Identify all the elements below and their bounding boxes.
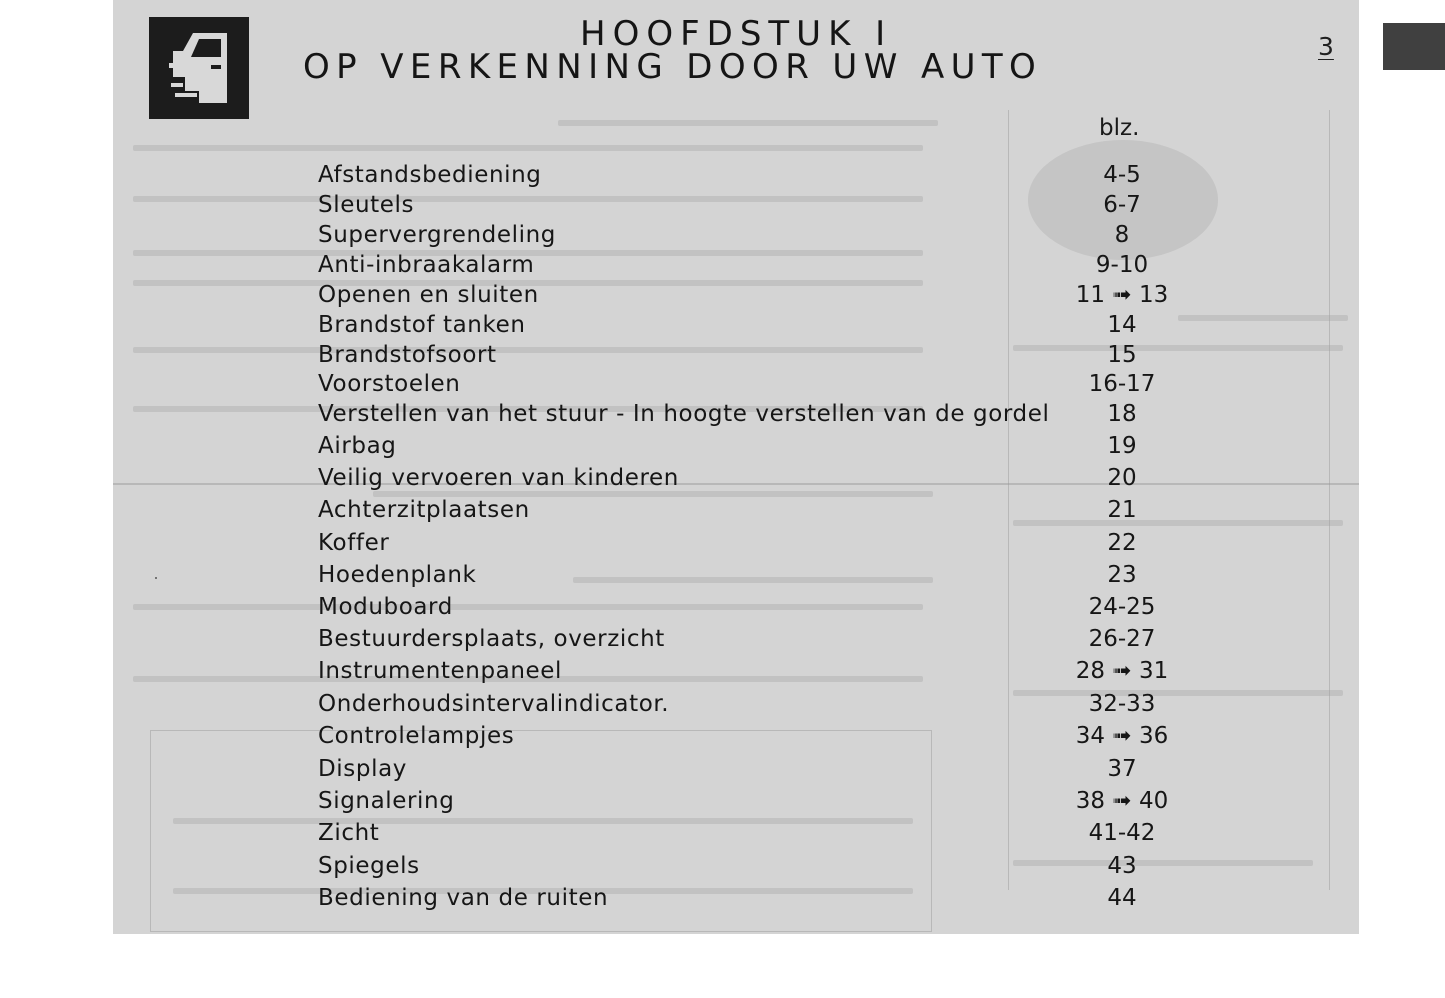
toc-entry — [0, 160, 1445, 190]
toc-entry-pages: 21 — [1107, 497, 1137, 523]
toc-entry-pages: 24-25 — [1088, 594, 1156, 620]
toc-entry-title: Afstandsbediening — [318, 162, 542, 188]
toc-entry-pages: 22 — [1107, 530, 1137, 556]
toc-entry-title: Spiegels — [318, 853, 420, 879]
toc-entry — [0, 624, 1445, 654]
toc-entry — [0, 280, 1445, 310]
toc-entry — [0, 818, 1445, 848]
toc-entry-title: Onderhoudsintervalindicator. — [318, 691, 670, 717]
toc-entry — [0, 883, 1445, 913]
toc-entry-pages: 4-5 — [1103, 162, 1141, 188]
toc-entry — [0, 250, 1445, 280]
toc-entry — [0, 369, 1445, 399]
section-tab-marker — [1383, 23, 1445, 70]
toc-entry — [0, 656, 1445, 686]
toc-entry-title: Display — [318, 756, 407, 782]
toc-entry-pages: 14 — [1107, 312, 1137, 338]
toc-entry-title: Achterzitplaatsen — [318, 497, 530, 523]
toc-entry-title: Supervergrendeling — [318, 222, 556, 248]
toc-entry-title: Zicht — [318, 820, 380, 846]
toc-entry — [0, 721, 1445, 751]
toc-entry-title: Openen en sluiten — [318, 282, 539, 308]
toc-entry-pages: 15 — [1107, 342, 1137, 368]
toc-entry — [0, 851, 1445, 881]
toc-entry-pages: 20 — [1107, 465, 1137, 491]
page-number: 3 — [1318, 32, 1334, 61]
toc-entry-title: Moduboard — [318, 594, 453, 620]
toc-entry-title: Controlelampjes — [318, 723, 515, 749]
toc-entry — [0, 399, 1445, 429]
toc-entry-pages: 41-42 — [1088, 820, 1156, 846]
toc-entry-pages: 9-10 — [1095, 252, 1149, 278]
toc-entry — [0, 560, 1445, 590]
toc-entry-pages: 32-33 — [1088, 691, 1156, 717]
toc-entry-title: Verstellen van het stuur - In hoogte verstellen van de gordel — [318, 401, 1050, 427]
toc-entry-title: Brandstofsoort — [318, 342, 497, 368]
toc-entry-pages: 23 — [1107, 562, 1137, 588]
toc-entry-title: Instrumentenpaneel — [318, 658, 563, 684]
toc-entry-pages: 38 ➟ 40 — [1075, 788, 1169, 814]
chapter-number: HOOFDSTUK I — [580, 14, 893, 54]
toc-entry-pages: 34 ➟ 36 — [1075, 723, 1169, 749]
toc-entry — [0, 431, 1445, 461]
bleed-through-text — [558, 120, 938, 126]
chapter-title: OP VERKENNING DOOR UW AUTO — [303, 47, 1043, 87]
toc-entry-title: Anti-inbraakalarm — [318, 252, 535, 278]
pages-column-header: blz. — [1099, 115, 1140, 141]
bleed-through-text — [133, 145, 923, 151]
toc-entry-title: Voorstoelen — [318, 371, 461, 397]
toc-entry-pages: 44 — [1107, 885, 1137, 911]
toc-entry — [0, 689, 1445, 719]
toc-entry-title: Hoedenplank — [318, 562, 477, 588]
toc-entry — [0, 190, 1445, 220]
toc-entry-title: Veilig vervoeren van kinderen — [318, 465, 679, 491]
toc-entry — [0, 592, 1445, 622]
toc-entry-title: Brandstof tanken — [318, 312, 526, 338]
toc-entry — [0, 463, 1445, 493]
toc-entry — [0, 495, 1445, 525]
toc-entry-title: Bediening van de ruiten — [318, 885, 609, 911]
toc-entry — [0, 786, 1445, 816]
toc-entry — [0, 754, 1445, 784]
toc-entry-title: Airbag — [318, 433, 397, 459]
toc-entry-pages: 11 ➟ 13 — [1075, 282, 1169, 308]
toc-entry-pages: 6-7 — [1103, 192, 1141, 218]
toc-entry-pages: 8 — [1114, 222, 1130, 248]
toc-entry — [0, 528, 1445, 558]
toc-entry-pages: 16-17 — [1088, 371, 1156, 397]
chapter-car-door-icon — [149, 17, 249, 119]
toc-entry-title: Bestuurdersplaats, overzicht — [318, 626, 665, 652]
toc-entry — [0, 310, 1445, 340]
toc-entry-title: Koffer — [318, 530, 390, 556]
toc-entry — [0, 220, 1445, 250]
toc-entry-title: Signalering — [318, 788, 455, 814]
toc-entry-pages: 43 — [1107, 853, 1137, 879]
toc-entry-pages: 37 — [1107, 756, 1137, 782]
toc-entry — [0, 340, 1445, 370]
toc-entry-pages: 19 — [1107, 433, 1137, 459]
toc-entry-title: Sleutels — [318, 192, 415, 218]
toc-entry-pages: 26-27 — [1088, 626, 1156, 652]
toc-entry-pages: 28 ➟ 31 — [1075, 658, 1169, 684]
toc-entry-pages: 18 — [1107, 401, 1137, 427]
